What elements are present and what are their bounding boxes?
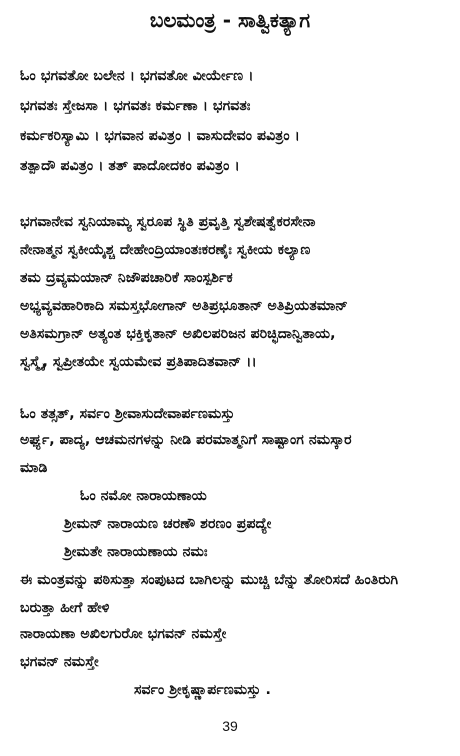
- mantra-line: ಶ್ರೀಮತೇ ನಾರಾಯಣಾಯ ನಮಃ: [64, 544, 208, 560]
- mantra-line: ಶ್ರೀಮನ್ ನಾರಾಯಣ ಚರಣೌ ಶರಣಂ ಪ್ರಪದ್ಯೇ: [64, 516, 272, 532]
- text-line: ಬರುತ್ತಾ ಹೀಗೆ ಹೇಳಿ: [20, 600, 110, 616]
- text-line: ಭಗವತಃ ಸ್ತೇಜಸಾ । ಭಗವತಃ ಕರ್ಮಣಾ । ಭಗವತಃ: [20, 98, 251, 114]
- text-line: ನಾರಾಯಣಾ ಅಖಿಲಗುರೋ ಭಗವನ್ ನಮಸ್ತೇ: [20, 626, 227, 642]
- text-line: ಭಗವನ್ ನಮಸ್ತೇ: [20, 654, 99, 670]
- page-title: ಬಲಮಂತ್ರ - ಸಾತ್ವಿಕತ್ಯಾಗ: [149, 8, 311, 32]
- text-line: ಈ ಮಂತ್ರವನ್ನು ಪಠಿಸುತ್ತಾ ಸಂಪುಟದ ಬಾಗಿಲನ್ನು ಮುಚ್ಚಿ ಬೆನ್ನು ತೋರಿಸದೆ ಹಿಂತಿರುಗಿ: [20, 572, 399, 588]
- text-line: ಕರ್ಮಕರಿಸ್ಯಾಮಿ । ಭಗವಾನ ಪವಿತ್ರಂ । ವಾಸುದೇವಂ ಪವಿತ್ರಂ ।: [20, 128, 300, 144]
- text-line: ಸ್ವಸ್ಮೈ, ಸ್ವಪ್ರೀತಯೇ ಸ್ವಯಮೇವ ಪ್ರತಿಪಾದಿತವಾನ್ ।।: [20, 354, 257, 370]
- text-line: ಓಂ ತತ್ಸತ್, ಸರ್ವಂ ಶ್ರೀವಾಸುದೇವಾರ್ಪಣಮಸ್ತು: [20, 406, 235, 422]
- text-line: ಅತಿಸಮಗ್ರಾನ್ ಅತ್ಯಂತ ಭಕ್ತಿಕೃತಾನ್ ಅಖಿಲಪರಿಜನ ಪರಿಚ್ಛಿದಾನ್ವಿತಾಯ,: [20, 326, 336, 342]
- text-line: ತತ್ಪಾದೌ ಪವಿತ್ರಂ । ತತ್ ಪಾದೋದಕಂ ಪವಿತ್ರಂ ।: [20, 158, 240, 174]
- mantra-line: ಓಂ ನಮೋ ನಾರಾಯಣಾಯ: [80, 488, 207, 504]
- text-line: ತಮ ದ್ರವ್ಯಮಯಾನ್ ನಿಜೌಪಚಾರಿಕೆ ಸಾಂಸ್ಪರ್ಶಿಕ: [20, 270, 233, 286]
- page-number: 39: [222, 718, 238, 734]
- closing-line: ಸರ್ವಂ ಶ್ರೀಕೃಷ್ಣಾರ್ಪಣಮಸ್ತು .: [134, 682, 271, 698]
- text-line: ಅಭ್ಯವ್ಯವಹಾರಿಕಾದಿ ಸಮಸ್ತಭೋಗಾನ್ ಅತಿಪ್ರಭೂತಾನ್ ಅತಿಪ್ರಿಯತಮಾನ್: [20, 298, 348, 314]
- text-line: ಓಂ ಭಗವತೋ ಬಲೇನ । ಭಗವತೋ ವೀರ್ಯೇಣ ।: [20, 68, 254, 84]
- text-line: ಅರ್ಘ್ಯ, ಪಾದ್ಯ, ಆಚಮನಗಳನ್ನು ನೀಡಿ ಪರಮಾತ್ಮನಿಗೆ ಸಾಷ್ಟಾಂಗ ನಮಸ್ಕಾರ: [20, 432, 352, 448]
- text-line: ಭಗವಾನೇವ ಸ್ವನಿಯಾಮ್ಯ ಸ್ವರೂಪ ಸ್ಥಿತಿ ಪ್ರವೃತ್ತಿ ಸ್ವಶೇಷತ್ವೆಕರಸೇನಾ: [20, 214, 316, 230]
- text-line: ನೇನಾತ್ಮನ ಸ್ವಕೀಯೈಶ್ಚ ದೇಹೇಂದ್ರಿಯಾಂತಃಕರಣೈಃ ಸ್ವಕೀಯ ಕಲ್ಯಾಣ: [20, 242, 311, 258]
- text-line: ಮಾಡಿ: [20, 460, 48, 476]
